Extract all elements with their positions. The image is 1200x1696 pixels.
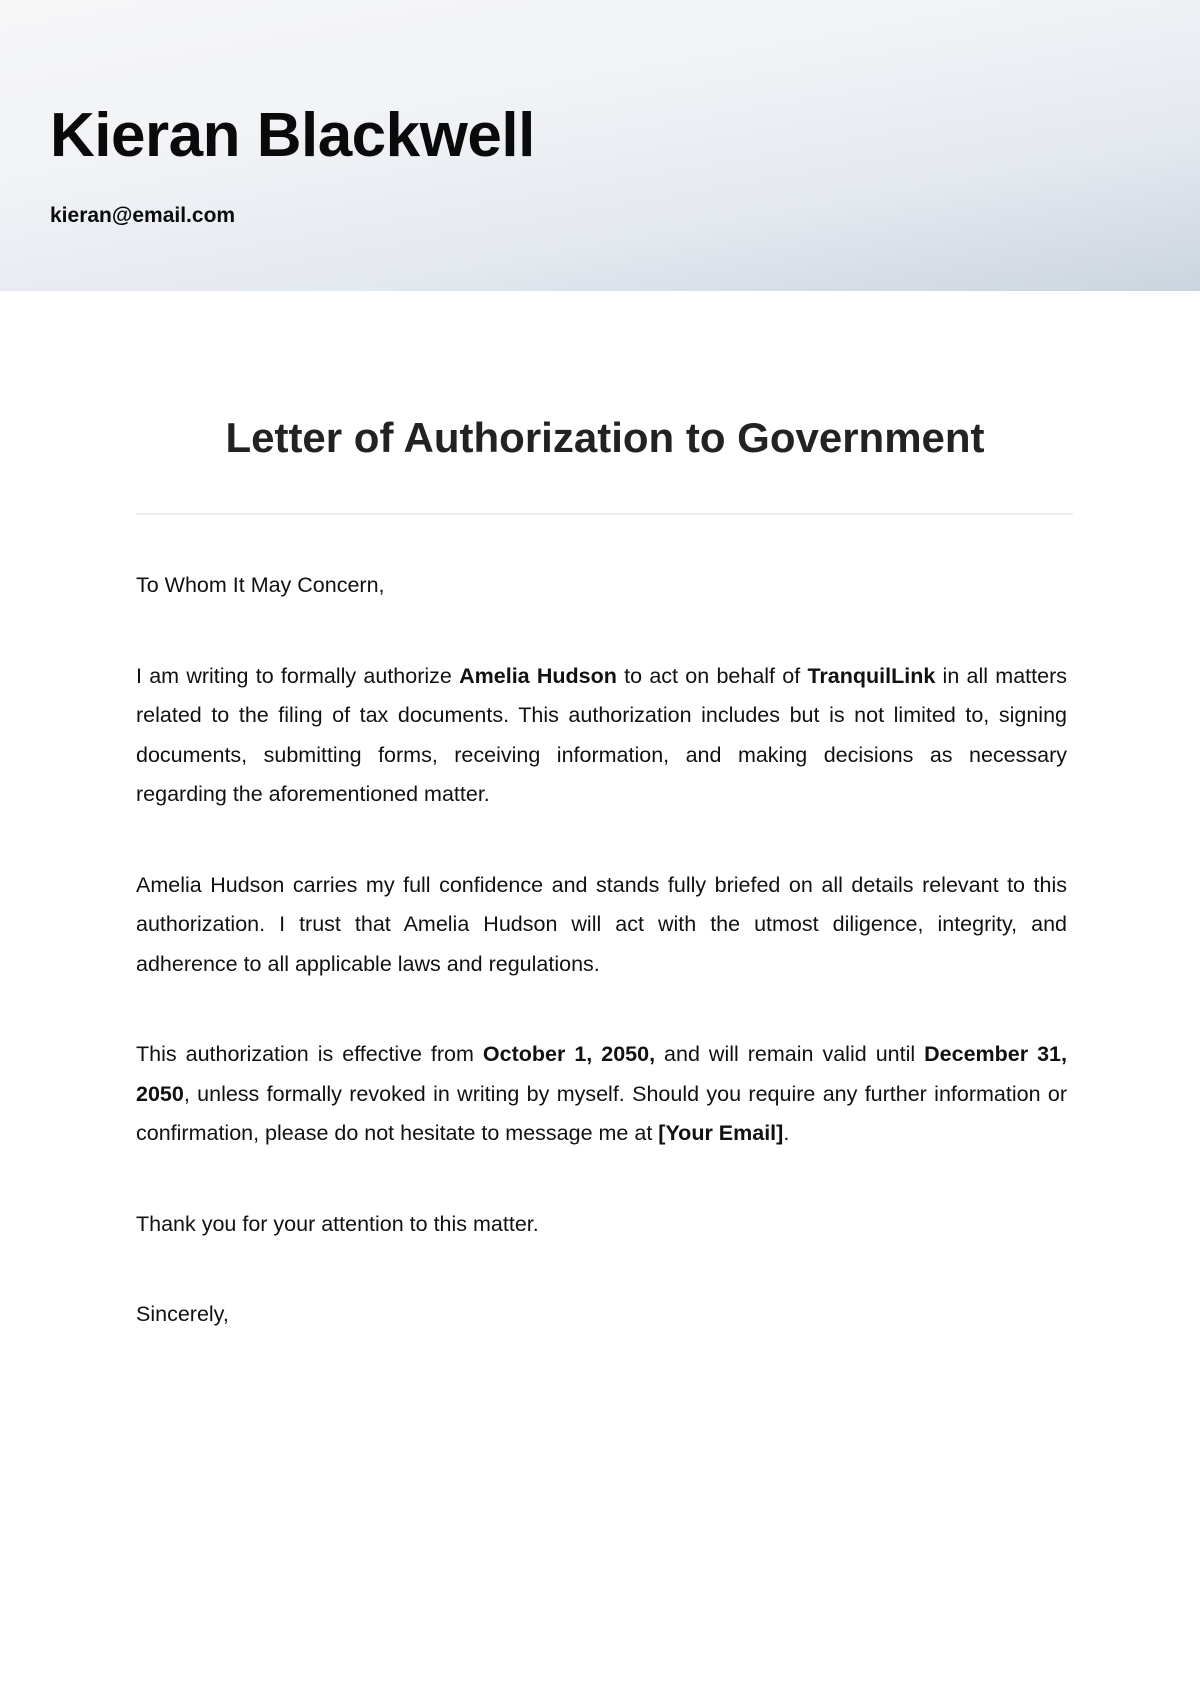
paragraph-validity: This authorization is effective from October 1, 2050, and will remain valid until December 31, 2050, unless formally revoked in writing by myself. Should you require any further information or confirmation, please do not hesitate to message me at [Your Email]. (136, 1042, 1067, 1145)
agent-name: Amelia Hudson (459, 663, 617, 688)
sender-email: kieran@email.com (50, 204, 236, 227)
start-date: October 1, 2050, (482, 1042, 656, 1066)
paragraph-confidence: Amelia Hudson carries my full confidence and stands fully briefed on all details relevant to this authorization. I trust that Amelia Hudson will act with the utmost diligence, integrity, and adherence to all applicable laws and regulations. (136, 872, 1067, 976)
paragraph-thanks: Thank you for your attention to this matter. (136, 1211, 539, 1236)
contact-placeholder: [Your Email] (658, 1121, 784, 1145)
company-name: TranquilLink (807, 663, 936, 688)
sender-name: Kieran Blackwell (50, 101, 535, 170)
letterhead (0, 0, 1200, 291)
end-date: December 31, 2050 (136, 1042, 1067, 1106)
divider (136, 513, 1073, 515)
salutation: To Whom It May Concern, (136, 573, 385, 597)
letter-body (136, 566, 1067, 1386)
closing: Sincerely, (136, 1302, 229, 1326)
paragraph-authorization: I am writing to formally authorize Amelia Hudson to act on behalf of TranquilLink in all matters related to the filing of tax documents. This authorization includes but is not limited to, signing documents, submitting forms, receiving information, and making decisions as necessary regarding the aforementioned matter. (136, 663, 1067, 806)
document-title: Letter of Authorization to Government (225, 414, 985, 461)
